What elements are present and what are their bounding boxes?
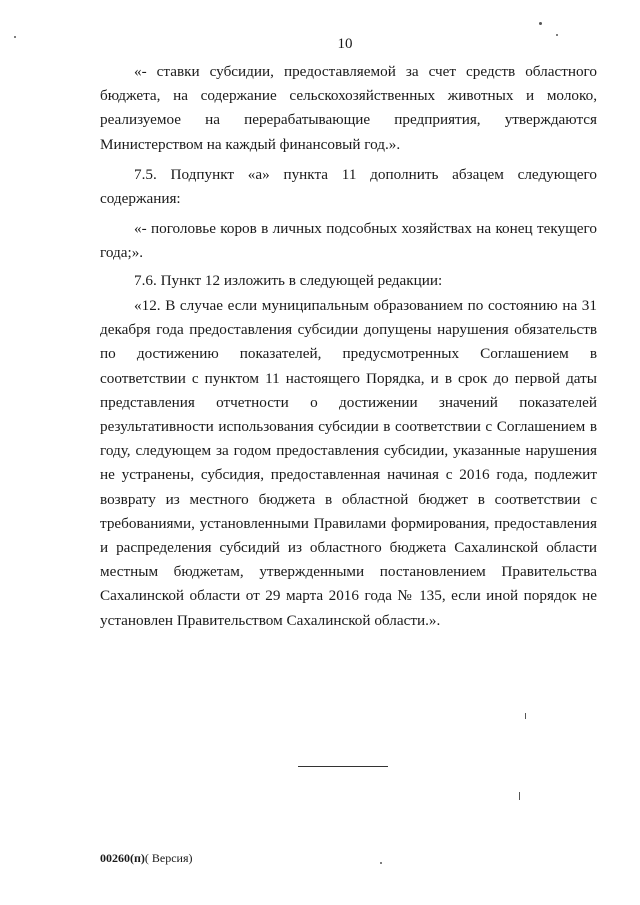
paragraph-text: 7.5. Подпункт «а» пункта 11 дополнить абзацем следующего содержания: xyxy=(100,166,597,208)
scan-speck xyxy=(14,36,16,38)
paragraph-text: «- поголовье коров в личных подсобных хозяйствах на конец текущего года;». xyxy=(100,220,597,262)
end-separator-line xyxy=(298,766,388,767)
footer-document-code xyxy=(100,851,193,866)
scan-speck xyxy=(539,22,542,25)
paragraph-text: «- ставки субсидии, предоставляемой за счет средств областного бюджета, на содержание сельскохозяйственных животных и молоко, реализуемое на перерабатывающие предприятия, утверждаются Министерством на каждый финансовый год.». xyxy=(100,63,597,153)
scan-speck xyxy=(556,34,558,36)
paragraph-text: 7.6. Пункт 12 изложить в следующей редакции: xyxy=(134,272,443,289)
paragraph-point-12 xyxy=(100,294,597,633)
paragraph-cow-livestock xyxy=(100,217,597,265)
scan-speck xyxy=(380,862,382,864)
paragraph-amendment-7-6 xyxy=(100,269,597,293)
footer-version: ( Версия) xyxy=(144,851,193,865)
footer-code: 00260(п) xyxy=(100,851,145,865)
paragraph-text: «12. В случае если муниципальным образованием по состоянию на 31 декабря года предоставления субсидии допущены нарушения обязательств по достижению показателей, предусмотренных Соглашением в соответствии с пунктом 11 настоящего Порядка, и в срок до первой даты представления отчетности о достижении значений показателей результативности использования субсидии в соответствии с Соглашением в году, следующем за годом предоставления субсидии, указанные нарушения не устранены, субсидия, предоставленная начиная с 2016 года, подлежит возврату из местного бюджета в областной бюджет в соответствии с требованиями, установленными Правилами формирования, предоставления и распределения субсидий из областного бюджета Сахалинской области местным бюджетам, утвержденными постановлением Правительства Сахалинской области от 29 марта 2016 года № 135, если иной порядок не установлен Правительством Сахалинской области.». xyxy=(100,297,597,629)
scan-speck xyxy=(525,713,526,719)
scan-speck xyxy=(519,792,520,800)
paragraph-subsidy-rates xyxy=(100,60,597,157)
paragraph-amendment-7-5 xyxy=(100,163,597,211)
page-number: 10 xyxy=(337,36,353,52)
